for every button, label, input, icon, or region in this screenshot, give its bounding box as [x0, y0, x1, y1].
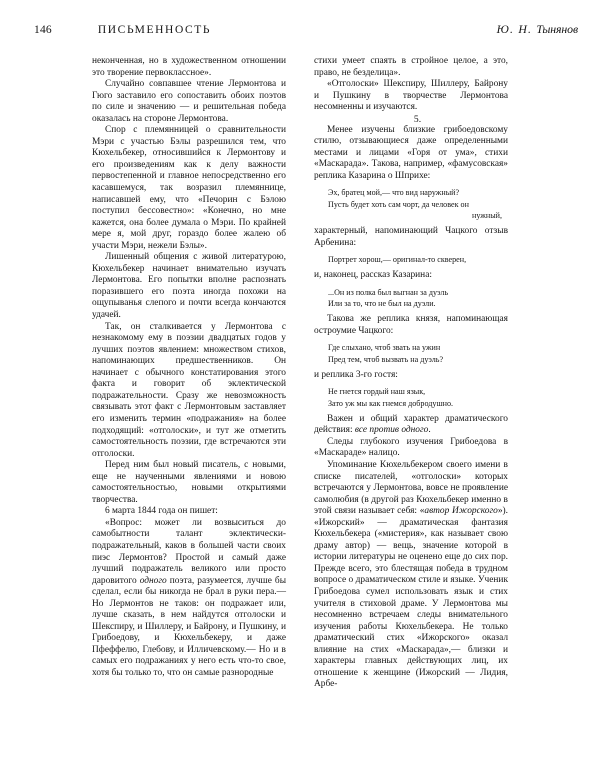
- paragraph: 6 марта 1844 года он пишет:: [105, 506, 218, 517]
- paragraph-continuation: стихи умеет спаять в стройное целое, а это, право, не безделица».: [314, 56, 508, 78]
- verse-line: Портрет хорош,— оригинал-то скверен,: [328, 255, 467, 265]
- author-surname: Тынянов: [536, 22, 578, 36]
- verse-line: Пред тем, чтоб вызвать на дуэль?: [328, 354, 444, 364]
- paragraph-continuation: и реплика 3-го гостя:: [314, 369, 398, 380]
- verse-quotation: [314, 386, 508, 408]
- page-number: 146: [34, 24, 52, 36]
- verse-quotation: [314, 287, 508, 309]
- verse-line: Не гнется гордый наш язык,: [328, 387, 426, 397]
- paragraph: [314, 414, 508, 437]
- verse-line: Или за то, что не был на дуэли.: [328, 299, 436, 309]
- text-run: Важен и общий характер драматического действия:: [314, 413, 508, 436]
- paragraph: Так, он сталкивается у Лермонтова с незнакомому ему в поэзии двадцатых годов у лучших поэтов явлением: множеством стихов, напоминающих предшественников. Он начинает с обычного констатирования этого факта и говорит об эклектической подражательности. Сразу же невозможность связывать этот факт с Лермонтовым заставляет его изменить термин «подражания» на более подходящий: «отголоски», и тут же отметить самостоятельность поэзии, где встречаются эти отголоски.: [92, 321, 286, 459]
- text-run: поэта, разумеется, лучше бы сделал, если бы никогда не брал в руки пера.— Но Лермонтов не таков: он подражает или, лучше сказать, в нем найдутся отголоски и Шекспиру, и Шиллеру, и Байрону, и Пушкину, и Грибоедову, и Кюхельбекеру, и даже Пфеффелю, Глебову, и Илличевскому.— Но и в самых его подражаниях у него есть что-то свое, хотя бы только то, что он самые разнородные: [92, 575, 286, 678]
- italic-run: одного: [139, 575, 167, 586]
- paragraph: [92, 518, 286, 680]
- paragraph-continuation: и, наконец, рассказ Казарина:: [314, 270, 432, 281]
- text-run: Упоминание Кюхельбекером своего имени в списке писателей, «отголоски» которых встречаются у Лермонтова, вовсе не проявление самолюбия (в другой раз Кюхельбекер именно в этой связи называет себя: «: [314, 459, 508, 517]
- verse-line: Эх, братец мой,— что вид наружный?: [328, 188, 460, 198]
- verse-line: Где слыхано, чтоб звать на ужин: [328, 343, 441, 353]
- right-column: [314, 56, 508, 756]
- running-head-title: ПИСЬМЕННОСТЬ: [97, 24, 212, 36]
- author-initials: Ю. Н.: [496, 22, 537, 36]
- verse-quotation: [314, 187, 508, 221]
- body-columns: [92, 56, 580, 756]
- text-run: «Вопрос: может ли возвыситься до самобытности талант эклектически-подражательный, каков в большей части своих пиэс Лермонтов? Простой и самый даже лучший подражатель великого или просто даровитого: [92, 517, 286, 586]
- section-number: 5.: [413, 113, 422, 125]
- running-head: [34, 22, 578, 42]
- paragraph: Менее изучены близкие грибоедовскому стилю, отзывающиеся даже определенными местами и лицами «Горя от ума», стихи «Маскарада». Такова, например, «фамусовская» реплика Казарина о Шприхе:: [314, 124, 508, 181]
- verse-quotation: [314, 254, 508, 265]
- verse-line: Пусть будет хоть сам чорт, да человек он: [328, 199, 469, 209]
- paragraph: «Отголоски» Шекспиру, Шиллеру, Байрону и Пушкину в творчестве Лермонтова несомненны и изучаются.: [314, 79, 508, 113]
- paragraph: Перед ним был новый писатель, с новыми, еще не наученными явлениями и новою самостоятельностью, новыми открытиями творчества.: [92, 460, 286, 505]
- verse-quotation: [314, 342, 508, 364]
- verse-line: Зато уж мы как гнемся добродушно.: [328, 398, 454, 408]
- running-head-author: [497, 22, 578, 37]
- italic-run: автор Ижорского: [424, 506, 498, 517]
- paragraph: Случайно совпавшее чтение Лермонтова и Гюго заставило его сопоставить обоих поэтов по силе и значению — и решительная победа оказалась на стороне Лермонтова.: [92, 79, 286, 124]
- paragraph-continuation: характерный, напоминающий Чацкого отзыв Арбенина:: [314, 226, 508, 248]
- paragraph-continuation: неконченная, но в художественном отношении это творение первоклассное».: [92, 56, 286, 78]
- verse-line: ...Он из полка был выгнан за дуэль: [328, 287, 449, 297]
- paragraph: [314, 460, 508, 691]
- paragraph: Спор с племянницей о сравнительности Мэри с участью Бэлы разрешился тем, что Кюхельбекер, относившийся к Лермонтову и его произведениям как к делу важности первостепенной и главное непосредственно его касавшемуся, так возразил племяннице, написавшей ему, что «Печорин с Бэлою поступил бессовестно»: «Конечно, но мне кажется, она более думала о Мэри. По крайней мере я, мой друг, гораздо более жалею об участи Мэри, нежели Бэлы».: [92, 125, 286, 251]
- text-run: »). «Ижорский» — драматическая фантазия Кюхельбекера («мистерия», как называет свою драму автор) — вещь, значение которой в истории литературы не оценено еще до сих пор. Прежде всего, это блестящая победа в трудном вопросе о драматическом стиле и языке. Ученик Грибоедова сумел использовать язык и стих учителя в стиховой драме. У Лермонтова мы несомненно встречаем следы внимательного изучения работы Кюхельбекера. Не только драматический стих «Ижорского» оказал влияние на стих «Маскарада»,— близки и характеры главных действующих лиц, их отношение к женщине (Ижорский — Лидия, Арбе-: [314, 506, 508, 690]
- left-column: [92, 56, 286, 756]
- paragraph: Следы глубокого изучения Грибоедова в «Маскараде» налицо.: [314, 436, 508, 459]
- paragraph: Такова же реплика князя, напоминающая остроумие Чацкого:: [314, 314, 508, 336]
- paragraph: Лишенный общения с живой литературою, Кюхельбекер начинает внимательно изучать Лермонтова. Его попытки вполне распознать поразившего его поэта иногда похожи на ощупыванья слепого и почти всегда кончаются удачей.: [92, 252, 286, 321]
- verse-line: нужный,: [472, 210, 502, 220]
- italic-run: все против одного: [354, 425, 429, 436]
- text-run: .: [428, 425, 431, 436]
